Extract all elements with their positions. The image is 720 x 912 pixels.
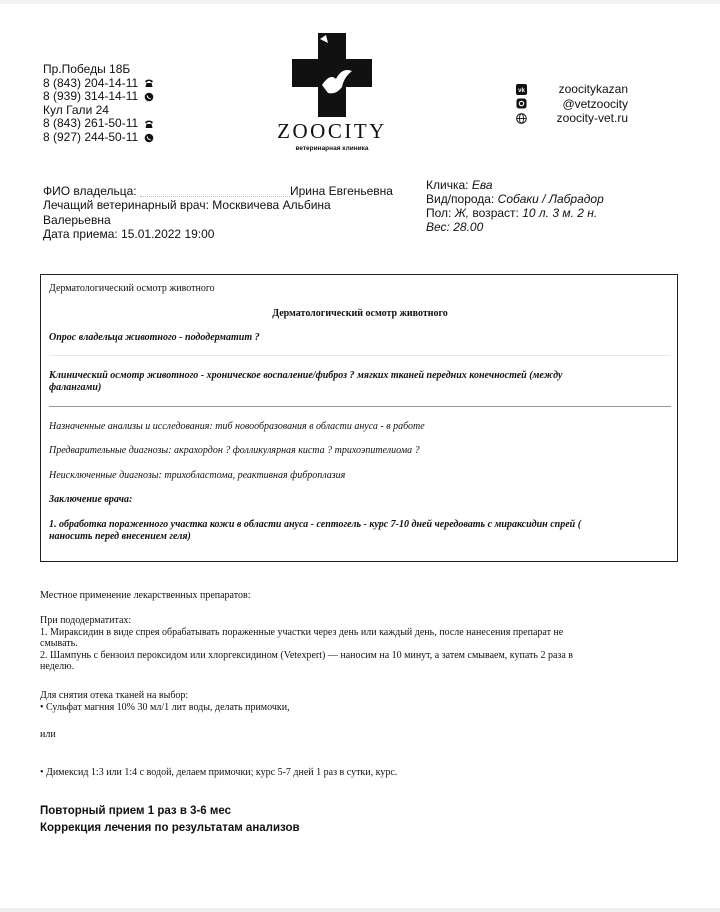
pet-info — [426, 178, 604, 234]
logo-subtitle: ветеринарная клиника — [295, 145, 369, 152]
owner-name-line: ФИО владельца: Ирина Евгеньевна — [43, 184, 393, 198]
treatment-correction: Коррекция лечения по результатам анализов — [40, 822, 300, 834]
owner-survey: Опрос владельца животного - пододерматит ? — [49, 332, 260, 343]
tests: Назначенные анализы и исследования: тиб новообразования в области ануса - в работе — [49, 421, 425, 432]
edema-section: Для снятия отека тканей на выбор: • Сульфат магния 10% 30 мл/1 лит воды, делать примочки, — [40, 690, 290, 713]
local-title: Местное применение лекарственных препаратов: — [40, 590, 251, 601]
conclusion-label: Заключение врача: — [49, 494, 133, 505]
owner-info — [43, 184, 413, 241]
social-instagram[interactable]: @vetzoocity — [516, 97, 628, 112]
vk-icon — [516, 84, 527, 95]
divider — [49, 355, 671, 356]
phone-icon — [144, 119, 154, 129]
whatsapp-icon — [144, 92, 154, 102]
social-vk[interactable]: vk zoocitykazan — [516, 82, 628, 97]
top-edge — [0, 0, 720, 4]
conclusion-text: 1. обработка пораженного участка кожи в области ануса - септогель - курс 7-10 дней чередовать с мираксидин спрей ( наносить перед внесением геля) — [49, 519, 582, 542]
visit-date: Дата приема: 15.01.2022 19:00 — [43, 226, 215, 241]
exam-box — [40, 274, 678, 562]
or-text: или — [40, 729, 56, 740]
excluded-diagnosis: Неисключенные диагнозы: трихобластома, реактивная фиброплазия — [49, 470, 346, 481]
pododerm-section: При пододерматитах: 1. Мираксидин в виде спрея обрабатывать пораженные участки через день или каждый день, после нанесения препарат не смывать. 2. Шампунь с бензоил пероксидом или хлоргексидином (Vetexpert) — наносим на 10 минут, а затем смываем, купать 2 раза в неделю. — [40, 615, 574, 672]
divider — [49, 406, 671, 407]
pet-sex-age: Пол: Ж, возраст: 10 л. 3 м. 2 н. — [426, 206, 598, 220]
whatsapp-line: 8 (927) 244-50-11 — [43, 131, 154, 145]
phone-line: 8 (843) 204-14-11 — [43, 77, 154, 91]
clinic-addresses — [43, 63, 154, 145]
edema-option-2: • Димексид 1:3 или 1:4 с водой, делаем примочки; курс 5-7 дней 1 раз в сутки, курс. — [40, 767, 398, 778]
address-line: Кул Гали 24 — [43, 102, 109, 117]
pet-weight: Вес: 28.00 — [426, 220, 484, 234]
instagram-icon — [516, 98, 527, 109]
phone-line: 8 (843) 261-50-11 — [43, 117, 154, 131]
bottom-edge — [0, 908, 720, 912]
exam-title: Дерматологический осмотр животного — [272, 308, 448, 319]
svg-text:vk: vk — [518, 87, 525, 94]
doctor-line-cont: Валерьевна — [43, 212, 111, 227]
address-line: Пр.Победы 18Б — [43, 62, 131, 76]
clinic-social — [516, 82, 628, 126]
whatsapp-icon — [144, 133, 154, 143]
pet-name: Кличка: Ева — [426, 178, 493, 192]
pet-breed: Вид/порода: Собаки / Лабрадор — [426, 192, 604, 206]
repeat-visit: Повторный прием 1 раз в 3-6 мес — [40, 805, 232, 817]
clinic-logo — [268, 33, 396, 152]
cross-logo-icon — [292, 33, 372, 117]
globe-icon — [516, 113, 527, 124]
phone-icon — [144, 78, 154, 88]
doctor-line: Лечащий ветеринарный врач: Москвичева Альбина — [43, 198, 331, 213]
social-website[interactable]: zoocity-vet.ru — [516, 111, 628, 126]
clinical-exam: Клинический осмотр животного - хроническое воспаление/фиброз ? мягких тканей передних конечностей (между фалангами) — [49, 370, 563, 393]
redacted-area — [140, 187, 290, 197]
whatsapp-line: 8 (939) 314-14-11 — [43, 90, 154, 104]
exam-header: Дерматологический осмотр животного — [49, 283, 215, 294]
logo-name: ZOOCITY — [277, 119, 387, 143]
preliminary-diagnosis: Предварительные диагнозы: акрахордон ? фолликулярная киста ? трихоэпителиома ? — [49, 445, 420, 456]
